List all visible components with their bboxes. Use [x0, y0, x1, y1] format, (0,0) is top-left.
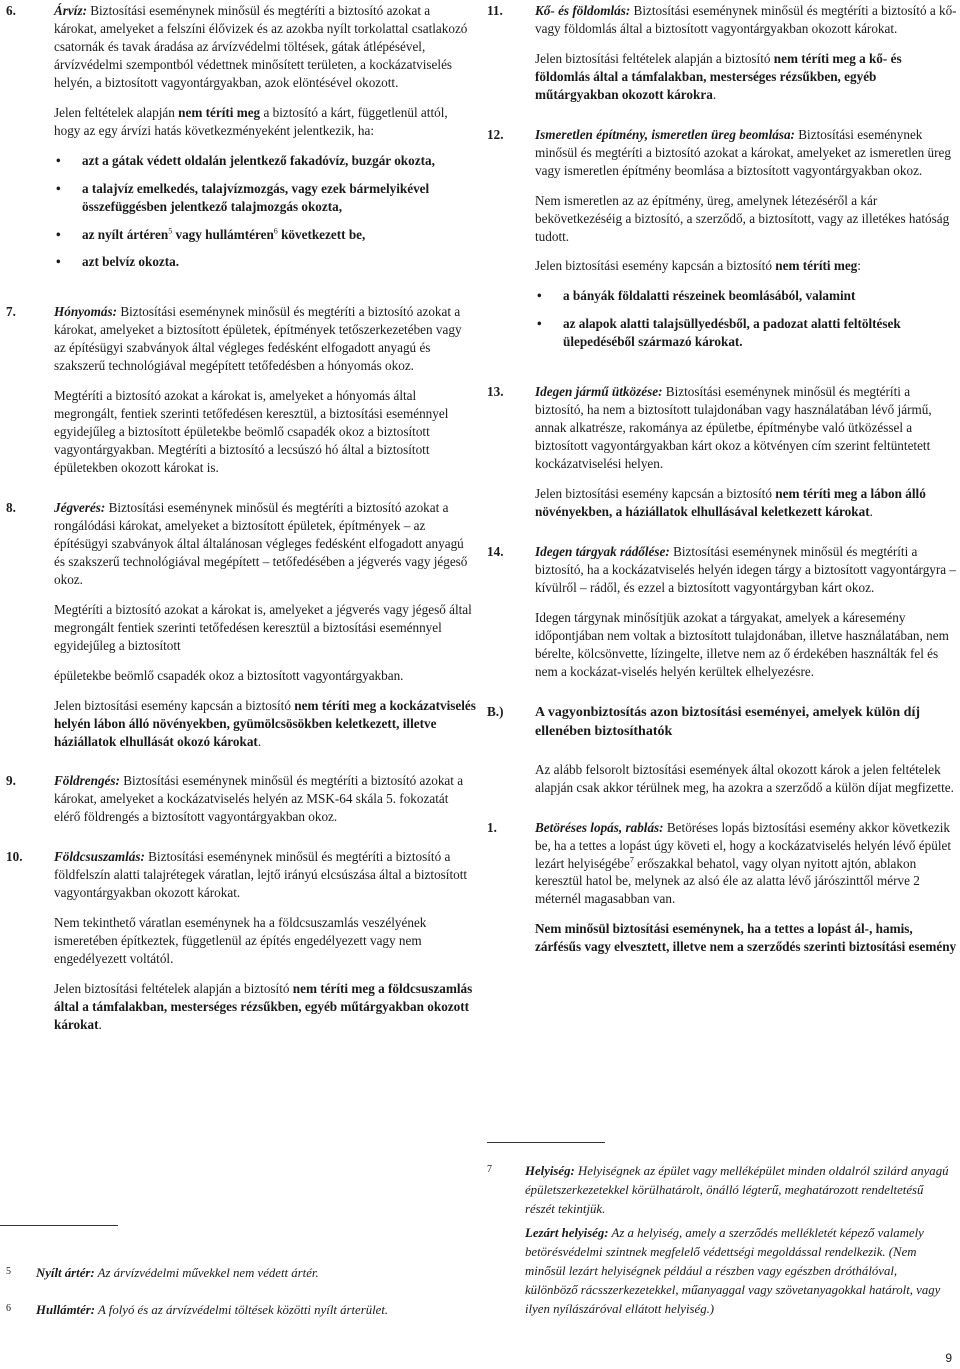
clause-body — [54, 848, 476, 1034]
exclusion-emphasis: Nem minősül biztosítási eseménynek, ha a tettes a lopást ál-, hamis, zárfésűs vagy elvesztett, illetve nem a szerződés szerinti biztosítási esemény — [535, 921, 957, 955]
clause-text: . — [712, 86, 717, 102]
clause-text: Biztosítási eseménynek minősül és megtéríti a biztosító azokat a károkat, amelyeket a felszíni élővizek és az azokba nyílt torkolattal csatlakozó csatornák és tavak áradása az árvízvédelmi töltések, gátak átlépésével, árvízvédelmi szempontból védettnek minősített területen, a kockázatviselés helyén, a biztosított vagyontárgyakban, azok elöntésével okozott. — [54, 3, 468, 90]
footnote-ref: 7 — [629, 855, 634, 865]
clause-13 — [487, 383, 957, 521]
footnote-ref: 6 — [273, 226, 278, 236]
exclusion-emphasis: nem téríti meg a kockázatviselés helyén lábon álló növényekben, gyümölcsösökben keletkezett, illetve háziállatok elhullását okozó károkat — [54, 697, 476, 749]
right-column — [487, 2, 957, 978]
exclusion-emphasis: nem téríti meg — [178, 104, 261, 120]
clause-paragraph: Nem tekinthető váratlan eseménynek ha a földcsuszamlás veszélyének ismeretében építkeztek, függetlenül az építés engedélyezett vagy nem engedélyezett voltától. — [54, 915, 427, 967]
footnote-term: Hullámtér: — [36, 1303, 96, 1317]
clause-text: Biztosítási eseménynek minősül és megtéríti a biztosító azokat a károkat, amelyeket az ismeretlen üreg vagy ismeretlen építmény beomlása a biztosított vagyontárgyakban okoz. — [535, 126, 951, 178]
clause-body — [535, 819, 957, 957]
exclusion-emphasis: nem téríti meg a kő- és földomlás által a támfalakban, mesterséges rézsűkben, egyéb műtárgyakban okozott károkra — [535, 50, 902, 102]
clause-body — [535, 383, 957, 521]
list-item-text: az nyílt ártéren — [82, 226, 169, 242]
clause-text: Jelen biztosítási esemény kapcsán a biztosító — [54, 697, 295, 713]
section-title: A vagyonbiztosítás azon biztosítási eseményei, amelyek külön díj ellenében biztosíthatók — [535, 704, 921, 739]
clause-paragraph — [54, 772, 476, 826]
clause-term: Idegen jármű ütközése: — [535, 384, 663, 400]
clause-term: Ismeretlen építmény, ismeretlen üreg beomlása: — [535, 126, 795, 142]
footnote-number: 5 — [6, 1266, 11, 1277]
clause-text: Biztosítási eseménynek minősül és megtéríti a biztosító azokat a károkat, amelyeket a biztosított épületek, építmények tetőszerkezetében vagy az építésügyi szabványok által végleges fedésként elfogadott anyagú és szakszerű technológiával megépített tetőfedésben a hónyomás okoz. — [54, 304, 462, 374]
exclusion-list — [535, 287, 957, 351]
clause-paragraph: Nem ismeretlen az az építmény, üreg, amelynek létezéséről a kár bekövetkezéséig a biztosító, a szerződő, a biztosított, vagy az illetékes hatóság tudott. — [535, 192, 950, 244]
section-b — [487, 703, 957, 797]
list-item — [54, 226, 476, 244]
footnote-body: Az a helyiség, amely a szerződés mellékletét képező valamely betörésvédelmi szintnek megfelelő védettségi megoldással rendelkezik. (Nem minősül lezárt helyiségnek például a részben vagy egészben dróthálóval, különböző rácsszerkezetekkel, műanyaggal vagy szövetanyagokkal határolt, vagy ilyen nyílászáróval ellátott helyiség.) — [525, 1225, 941, 1317]
footnote-number: 7 — [487, 1164, 492, 1175]
footnote-5 — [6, 1264, 476, 1283]
clause-paragraph: épületekbe beömlő csapadék okoz a biztosított vagyontárgyakban. — [54, 667, 404, 683]
clause-paragraph — [54, 848, 476, 902]
clause-7 — [6, 303, 476, 477]
clause-body — [535, 2, 957, 104]
footnote-text — [36, 1264, 319, 1283]
exclusion-paragraph — [54, 980, 476, 1034]
clause-text: Jelen biztosítási esemény kapcsán a biztosító — [535, 486, 776, 502]
section-body — [535, 703, 957, 797]
clause-body — [54, 499, 476, 750]
footnote-term: Nyílt ártér: — [36, 1266, 95, 1280]
exclusion-emphasis: nem téríti meg a lábon álló növényekben, a háziállatok elhullásával keletkezett károkat — [535, 486, 926, 520]
clause-number: 10. — [6, 849, 23, 865]
clause-term: Jégverés: — [54, 500, 106, 516]
clause-b1 — [487, 819, 957, 957]
clause-paragraph: Megtéríti a biztosító azokat a károkat is, amelyeket a hónyomás által megrongált, fentiek szerinti tetőfedésen keresztül, a biztosítási eseménnyel egyidejűleg a biztosított épületekbe beömlő csapadék okoz a biztosított vagyontárgyakban. Megtéríti a biztosító a lecsúszó hó által a biztosított épületekben okozott károkat is. — [54, 388, 449, 476]
clause-number: 9. — [6, 773, 16, 789]
clause-text: Jelen biztosítási esemény kapcsán a biztosító — [535, 258, 776, 274]
footnote-7 — [487, 1162, 952, 1324]
clause-12 — [487, 126, 957, 362]
clause-text: . — [257, 733, 262, 749]
clause-term: Kő- és földomlás: — [535, 3, 631, 18]
clause-paragraph — [535, 2, 957, 38]
footnote-term: Lezárt helyiség: — [525, 1225, 609, 1240]
clause-text: Jelen biztosítási feltételek alapján a biztosító — [54, 981, 293, 997]
clause-8 — [6, 499, 476, 750]
section-intro: Az alább felsorolt biztosítási események által okozott károk a jelen feltételek alapján csak akkor térülnek meg, ha azokra a szerződő a külön díjat megfizette. — [535, 761, 954, 795]
clause-term: Betöréses lopás, rablás: — [535, 819, 664, 835]
clause-body — [535, 543, 957, 681]
clause-paragraph — [54, 303, 476, 375]
clause-paragraph — [535, 819, 957, 909]
footnote-paragraph — [525, 1162, 952, 1220]
exclusion-paragraph — [535, 257, 957, 275]
clause-number: 14. — [487, 543, 504, 559]
clause-paragraph — [535, 126, 957, 180]
exclusion-emphasis: nem téríti meg — [775, 258, 858, 274]
list-item: • a bányák földalatti részeinek beomlásából, valamint — [535, 287, 957, 305]
clause-paragraph: Megtéríti a biztosító azokat a károkat is, amelyeket a jégverés vagy jégeső által megrongált fentiek szerinti tetőfedésen keresztül a biztosítási eseménnyel egyidejűleg a biztosított — [54, 601, 472, 653]
clause-text: Biztosítási eseménynek minősül és megtéríti a biztosító a kő- vagy földomlás által a biztosított vagyontárgyakban okozott károkat. — [535, 3, 957, 36]
footnote-paragraph — [525, 1224, 952, 1320]
list-item-text: következett be, — [277, 226, 366, 242]
list-item: • azt a gátak védett oldalán jelentkező fakadóvíz, buzgár okozta, — [54, 152, 476, 170]
left-column — [6, 2, 476, 1056]
clause-text: Biztosítási eseménynek minősül és megtéríti a biztosító, ha nem a biztosított tulajdonában vagy használatában lévő jármű, annak alkatrésze, rakománya az épületbe, építménybe való ütközéssel a biztosított vagyontárgyakban kárt okoz a kötvényen cím szerint feltüntetett kockázatviselési helyen. — [535, 384, 932, 472]
clause-body — [54, 772, 476, 826]
clause-text: Biztosítási eseménynek minősül és megtéríti a biztosító, ha a kockázatviselés helyén idegen tárgy a biztosított vagyontárgyra – kívülről – rádől, és ezzel a biztosított vagyontárgyban kárt okoz. — [535, 543, 957, 595]
clause-number: 6. — [6, 3, 16, 18]
footnote-number: 6 — [6, 1303, 11, 1314]
exclusion-paragraph — [535, 50, 957, 104]
footnote-divider — [0, 1225, 118, 1226]
clause-text: Betöréses lopás biztosítási esemény akkor következik be, ha a tettes a lopást úgy követi el, hogy a kockázatviselés helyén lévő épület lezárt helyiségébe — [535, 819, 951, 871]
page-number: 9 — [945, 1351, 952, 1365]
exclusion-paragraph — [54, 697, 476, 751]
clause-number: 7. — [6, 304, 16, 320]
clause-term: Földcsuszamlás: — [54, 849, 145, 865]
clause-text: Biztosítási eseménynek minősül és megtéríti a biztosító azokat a károkat, amelyeket a kockázatviselés helyén az MSK-64 skála 5. fokozatát elérő földrengés a biztosított vagyontárgyakban okoz. — [54, 773, 464, 825]
exclusion-emphasis: nem téríti meg a földcsuszamlás által a támfalakban, mesterséges rézsűkben, egyéb műtárgyakban okozott károkat — [54, 981, 473, 1032]
clause-paragraph — [54, 499, 476, 589]
list-item: • a talajvíz emelkedés, talajvízmozgás, vagy ezek bármelyikével összefüggésben jelentkező talajmozgás okozta, — [54, 180, 476, 216]
clause-14 — [487, 543, 957, 681]
footnote-term: Helyiség: — [525, 1164, 575, 1178]
clause-term: Idegen tárgyak rádőlése: — [535, 543, 670, 559]
section-number: B.) — [487, 703, 504, 719]
clause-text: Biztosítási eseménynek minősül és megtéríti a biztosító a földfelszín alatti talajrétegek váratlan, lejtő irányú elcsúszása által a biztosított vagyontárgyakban okozott károkat. — [54, 849, 468, 901]
footnote-text — [36, 1301, 388, 1320]
list-item: • azt belvíz okozta. — [54, 253, 476, 271]
clause-body — [535, 126, 957, 362]
clause-11 — [487, 2, 957, 104]
footnote-body: A folyó és az árvízvédelmi töltések közötti nyílt árterület. — [95, 1303, 389, 1317]
clause-6 — [6, 2, 476, 281]
clause-number: 13. — [487, 384, 504, 400]
footnote-divider — [487, 1142, 605, 1143]
clause-number: 12. — [487, 126, 504, 142]
footnote-ref: 5 — [168, 226, 173, 236]
list-item: • az alapok alatti talajsüllyedésből, a padozat alatti feltöltések ülepedéséből származó károkat. — [535, 315, 957, 351]
clause-text: erőszakkal behatol, vagy olyan nyitott ajtón, ablakon keresztül hatol be, melynek az alsó éle az alatta lévő járószinttől mérve 2 méternél magasabban van. — [535, 855, 920, 907]
exclusion-list — [54, 152, 476, 272]
list-item-text: vagy hullámtéren — [172, 226, 274, 242]
footnote-body: Helyiségnek az épület vagy melléképület minden oldalról szilárd anyagú épületszerkezetekkel körülhatárolt, önálló légterű, meghatározott rendeltetésű részét tekintjük. — [525, 1164, 949, 1217]
clause-paragraph — [54, 2, 476, 92]
clause-term: Hónyomás: — [54, 304, 118, 320]
clause-paragraph: Idegen tárgynak minősítjük azokat a tárgyakat, amelyek a káresemény időpontjában nem voltak a biztosított tulajdonában, illetve használatában, nem bérelte, kölcsönvette, lízingelte, illetve nem az ő érdekében használták fel és nem a kockázat-viselés helyén kerültek elhelyezésre. — [535, 609, 949, 679]
clause-text: a biztosító a kárt, függetlenül attól, hogy az egy árvízi hatás következményeként jelentkezik, ha: — [54, 104, 448, 138]
clause-text: . — [869, 504, 873, 520]
exclusion-paragraph — [535, 920, 957, 956]
clause-9 — [6, 772, 476, 826]
clause-text: Biztosítási eseménynek minősül és megtéríti a biztosító azokat a rongálódási károkat, amelyeket a biztosított épületek, építmények – az építésügyi szabványok által általánosan végleges fedésként elfogadott anyagú és szakszerű technológiával megépített – tetőfedésében a jégverés vagy jégeső okoz. — [54, 500, 468, 587]
clause-10 — [6, 848, 476, 1034]
clause-term: Földrengés: — [54, 773, 120, 789]
clause-text: Jelen feltételek alapján — [54, 104, 179, 120]
clause-text: Jelen biztosítási feltételek alapján a biztosító — [535, 50, 774, 66]
clause-number: 8. — [6, 500, 16, 516]
clause-text: : — [857, 258, 861, 274]
clause-text: . — [98, 1016, 102, 1032]
clause-number: 11. — [487, 3, 503, 18]
clause-paragraph — [535, 543, 957, 597]
footnote-text — [525, 1162, 952, 1324]
clause-body — [54, 303, 476, 477]
clause-paragraph — [535, 383, 957, 473]
exclusion-paragraph — [535, 485, 957, 521]
clause-number: 1. — [487, 819, 497, 835]
clause-body — [54, 2, 476, 281]
clause-term: Árvíz: — [54, 3, 87, 18]
footnote-6 — [6, 1301, 476, 1320]
exclusion-paragraph — [54, 104, 476, 140]
footnote-body: Az árvízvédelmi művekkel nem védett ártér. — [94, 1266, 319, 1280]
